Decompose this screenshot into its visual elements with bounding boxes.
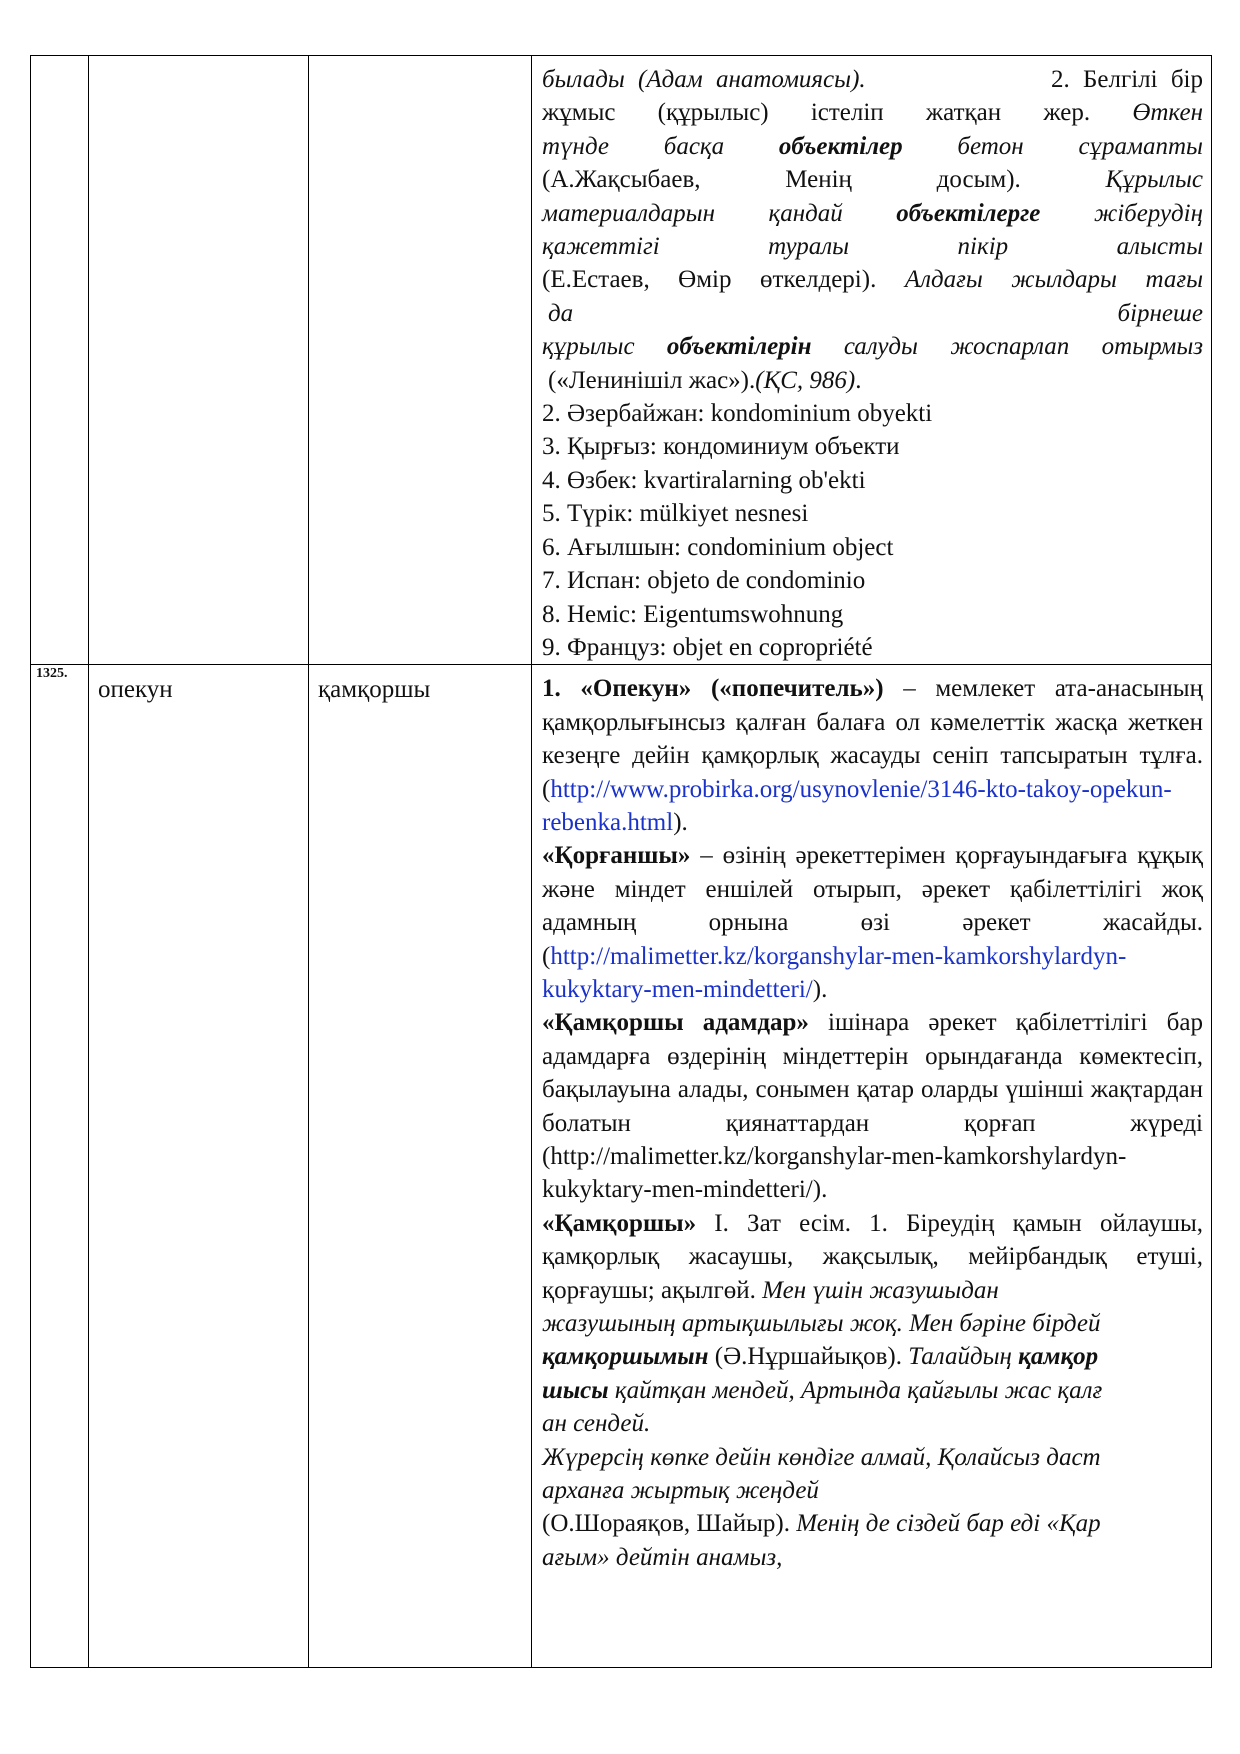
entry-number-cell <box>31 56 89 665</box>
term-ru-cell <box>89 56 309 665</box>
example-text: құрылыс <box>542 333 635 361</box>
table-row <box>31 665 1212 1668</box>
entry-number: 1325. <box>31 665 89 1668</box>
sense-text: 2. Белгілі бір <box>1051 66 1203 93</box>
example-text: былады (Адам анатомиясы). <box>542 66 866 93</box>
example-text: түнде басқа <box>542 132 725 160</box>
translation-line: 3. Қырғыз: кондоминиум объекти <box>542 433 900 461</box>
translation-line: 7. Испан: objeto de condominio <box>542 567 866 595</box>
example-text: бетон сұрамапты <box>957 132 1203 160</box>
translation-line: 5. Түрік: mülkiyet nesnesi <box>542 500 809 528</box>
definition-2: «Қорғаншы» – өзінің әрекеттерімен қорғауындағыға құқық және міндет еншілей отырып, әрекет қабілеттілігі жоқ адамның орнына өзі әрекет жасайды. (http://malimetter.kz/korganshylar-men-kamkorshylardyn-kukyktary-men-mindetteri/). <box>542 842 1203 1003</box>
example-text: Құрылыс <box>1105 166 1203 194</box>
source-text: («Ленинішіл жас»). <box>548 366 756 394</box>
example-text: да бірнеше <box>548 299 1203 327</box>
translation-line: 6. Ағылшын: condominium object <box>542 533 894 561</box>
example-text: қажеттігі туралы пікір алысты <box>542 233 1203 261</box>
translation-line: 4. Өзбек: kvartiralarning ob'ekti <box>542 466 866 494</box>
source-link[interactable]: http://malimetter.kz/korganshylar-men-kamkorshylardyn-kukyktary-men-mindetteri/ <box>542 942 1127 1003</box>
source-link[interactable]: http://www.probirka.org/usynovlenie/3146-kto-takoy-opekun-rebenka.html <box>542 775 1172 836</box>
translation-line: 2. Әзербайжан: kondominium obyekti <box>542 400 933 428</box>
table-row <box>31 56 1212 665</box>
example-text: Өткен <box>1132 99 1203 127</box>
translation-line: 8. Неміс: Eigentumswohnung <box>542 600 844 628</box>
example-text: Алдағы жылдары тағы <box>904 266 1204 294</box>
example-text: салуды жоспарлап отырмыз <box>843 333 1204 361</box>
translation-line: 9. Француз: objet en copropriété <box>542 633 873 661</box>
source-ref: (ҚС, 986) <box>755 366 856 394</box>
example-text: материалдарын қандай <box>542 199 843 227</box>
term-kz-cell <box>309 56 532 665</box>
highlight-term: объектілерге <box>896 199 1041 227</box>
term-kz: қамқоршы <box>309 665 532 1668</box>
definition-cell: былады (Адам анатомиясы). 2. Белгілі бір жұмыс (құрылыс) істеліп жатқан жер. Өткен түнде басқа объектілер бетон сұрамапты (А.Жақсыбаев, Менің досым). Құрылыс материалдарын қандай объектілерге жіберудің қажеттігі туралы пікір алысты (Е.Естаев, Өмір өткелдері). Алдағы жылдары тағы да бірнеше құрылыс объектілерін салуды жоспарлап отырмыз («Ленинішіл жас»).(ҚС, 986). 2. Әзербайжан: kondominium obyekti 3. Қырғыз: кондоминиум объекти 4. Өзбек: kvartiralarning ob'ekti 5. Түрік: mülkiyet nesnesi 6. Ағылшын: condominium object 7. Испан: objeto de condominio 8. Неміс: Eigentumswohnung 9. Француз: objet en copropriété <box>532 56 1212 665</box>
dictionary-table <box>30 55 1212 1668</box>
sense-text: жұмыс (құрылыс) істеліп жатқан жер. <box>542 99 1091 127</box>
term-ru: опекун <box>89 665 309 1668</box>
highlight-term: объектілер <box>778 132 903 160</box>
highlight-term: объектілерін <box>666 333 812 361</box>
example-text: жіберудің <box>1093 199 1203 227</box>
definition-4: «Қамқоршы» I. Зат есім. 1. Біреудің қамын ойлаушы, қамқорлық жасаушы, жақсылық, мейірбандық етуші, қорғаушы; ақылгөй. Мен үшін жазушыдан <box>542 1209 1203 1304</box>
definition-cell: 1. «Опекун» («попечитель») – мемлекет ата-анасының қамқорлығынсыз қалған балаға ол кәмелеттік жасқа жеткен кезеңге дейін қамқорлық жасауды сеніп тапсыратын тұлға. (http://www.probirka.org/usynovlenie/3146-kto-takoy-opekun-rebenka.html). «Қорғаншы» – өзінің әрекеттерімен қорғауындағыға құқық және міндет еншілей отырып, әрекет қабілеттілігі жоқ адамның орнына өзі әрекет жасайды. (http://malimetter.kz/korganshylar-men-kamkorshylardyn-kukyktary-men-mindetteri/). «Қамқоршы адамдар» ішінара әрекет қабілеттілігі бар адамдарға өздерінің міндеттерін орындағанда көмектесіп, бақылауына алады, сонымен қатар оларды үшінші жақтардан болатын қиянаттардан қорғап жүреді (http://malimetter.kz/korganshylar-men-kamkorshylardyn-kukyktary-men-mindetteri/). «Қамқоршы» I. Зат есім. 1. Біреудің қамын ойлаушы, қамқорлық жасаушы, жақсылық, мейірбандық етуші, қорғаушы; ақылгөй. Мен үшін жазушыдан жазушының артықшылығы жоқ. Мен бәріне бірдей қамқоршымын (Ә.Нұршайықов). Талайдың қамқор шысы қайтқан мендей, Артында қайғылы жас қалғ ан сендей. Жүрерсің көпке дейін көндіге алмай, Қолайсыз даст арханға жыртық жеңдей (О.Шораяқов, Шайыр). Менің де сіздей бар еді «Қар ағым» дейтін анамыз, <box>532 665 1212 1668</box>
definition-1: 1. «Опекун» («попечитель») – мемлекет ата-анасының қамқорлығынсыз қалған балаға ол кәмелеттік жасқа жеткен кезеңге дейін қамқорлық жасауды сеніп тапсыратын тұлға. (http://www.probirka.org/usynovlenie/3146-kto-takoy-opekun-rebenka.html). <box>542 675 1203 836</box>
source-text: (А.Жақсыбаев, Менің досым). <box>542 166 1021 194</box>
source-text: (Е.Естаев, Өмір өткелдері). <box>542 266 877 294</box>
definition-3: «Қамқоршы адамдар» ішінара әрекет қабілеттілігі бар адамдарға өздерінің міндеттерін орындағанда көмектесіп, бақылауына алады, сонымен қатар оларды үшінші жақтардан болатын қиянаттардан қорғап жүреді (http://malimetter.kz/korganshylar-men-kamkorshylardyn-kukyktary-men-mindetteri/). <box>542 1009 1203 1204</box>
